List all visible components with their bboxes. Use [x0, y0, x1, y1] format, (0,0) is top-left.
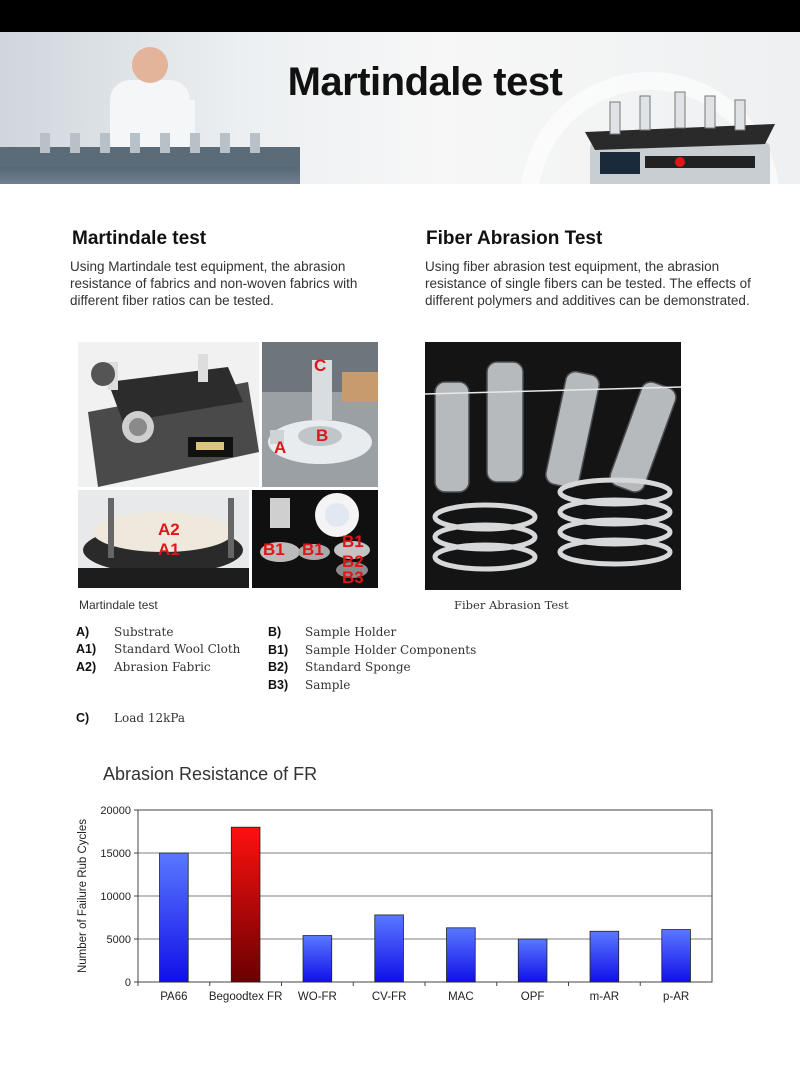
legend-value-b3: Sample [305, 678, 351, 692]
fiber-abrasion-photo [425, 342, 681, 590]
x-tick-label: PA66 [160, 991, 188, 1003]
legend-value-b1: Sample Holder Components [305, 643, 477, 657]
bar-opf [518, 939, 547, 982]
legend-key-a1: A1) [76, 642, 97, 656]
legend-value-a2: Abrasion Fabric [114, 660, 211, 674]
chart-title: Abrasion Resistance of FR [103, 764, 318, 784]
photo-label-b1-second: B1 [302, 540, 324, 559]
top-bar [0, 0, 800, 32]
x-tick-label: p-AR [663, 991, 690, 1003]
martindale-fabric-photo [78, 490, 249, 588]
photo-label-b1-first: B1 [263, 540, 285, 559]
y-tick-label: 15000 [100, 848, 131, 860]
legend-value-a: Substrate [114, 625, 174, 639]
bar-p-ar [662, 930, 691, 982]
legend-key-b3: B3) [268, 678, 289, 692]
bar-mac [447, 928, 476, 982]
banner-machine-image [0, 127, 300, 167]
photo-label-b2: B2 [342, 552, 364, 571]
photo-label-b1-third: B1 [342, 532, 364, 551]
photo-label-b: B [316, 426, 329, 445]
legend-value-b2: Standard Sponge [305, 660, 411, 674]
legend-key-c: C) [76, 711, 90, 725]
martindale-description: Using Martindale test equipment, the abrasion resistance of fabrics and non-woven fabrics with different fiber ratios can be tested. [70, 259, 358, 308]
x-tick-label: WO-FR [297, 991, 337, 1003]
y-tick-label: 10000 [100, 891, 131, 903]
martindale-heading: Martindale test [72, 228, 207, 249]
y-tick-label: 20000 [100, 805, 131, 817]
photo-label-a2: A2 [158, 520, 180, 539]
y-tick-label: 5000 [106, 934, 131, 946]
photo-label-a: A [274, 438, 287, 457]
banner [0, 32, 800, 184]
legend-value-c: Load 12kPa [114, 711, 186, 725]
legend-key-a: A) [76, 625, 90, 639]
fiber-description: Using fiber abrasion test equipment, the abrasion resistance of single fibers can be tested. The effects of different polymers and additives can be demonstrated. [425, 259, 751, 308]
x-tick-label: OPF [520, 991, 545, 1003]
martindale-caption: Martindale test [79, 598, 158, 612]
x-tick-label: MAC [448, 991, 474, 1003]
legend-key-b1: B1) [268, 643, 289, 657]
bar-wo-fr [303, 936, 332, 982]
bar-cv-fr [375, 915, 404, 982]
legend-key-a2: A2) [76, 660, 97, 674]
legend-value-a1: Standard Wool Cloth [114, 642, 241, 656]
y-axis-label: Number of Failure Rub Cycles [77, 818, 89, 974]
legend-value-b: Sample Holder [305, 625, 397, 639]
legend-key-b: B) [268, 625, 282, 639]
bar-pa66 [160, 853, 189, 982]
abrasion-bar-chart [70, 800, 770, 1020]
fiber-caption: Fiber Abrasion Test [454, 598, 569, 612]
legend-key-b2: B2) [268, 660, 289, 674]
x-tick-label: Begoodtex FR [208, 991, 283, 1003]
martindale-machine-photo [78, 342, 259, 487]
martindale-components-photo [252, 490, 378, 588]
martindale-holder-photo [262, 342, 378, 487]
photo-label-b3: B3 [342, 568, 364, 587]
photo-label-c: C [314, 356, 327, 375]
bar-begoodtex-fr [231, 827, 260, 982]
fiber-heading: Fiber Abrasion Test [426, 228, 603, 249]
photo-label-a1: A1 [158, 540, 180, 559]
bar-m-ar [590, 931, 619, 982]
x-tick-label: m-AR [589, 991, 620, 1003]
x-tick-label: CV-FR [371, 991, 407, 1003]
page-title: Martindale test [287, 60, 563, 104]
y-tick-label: 0 [124, 977, 131, 989]
